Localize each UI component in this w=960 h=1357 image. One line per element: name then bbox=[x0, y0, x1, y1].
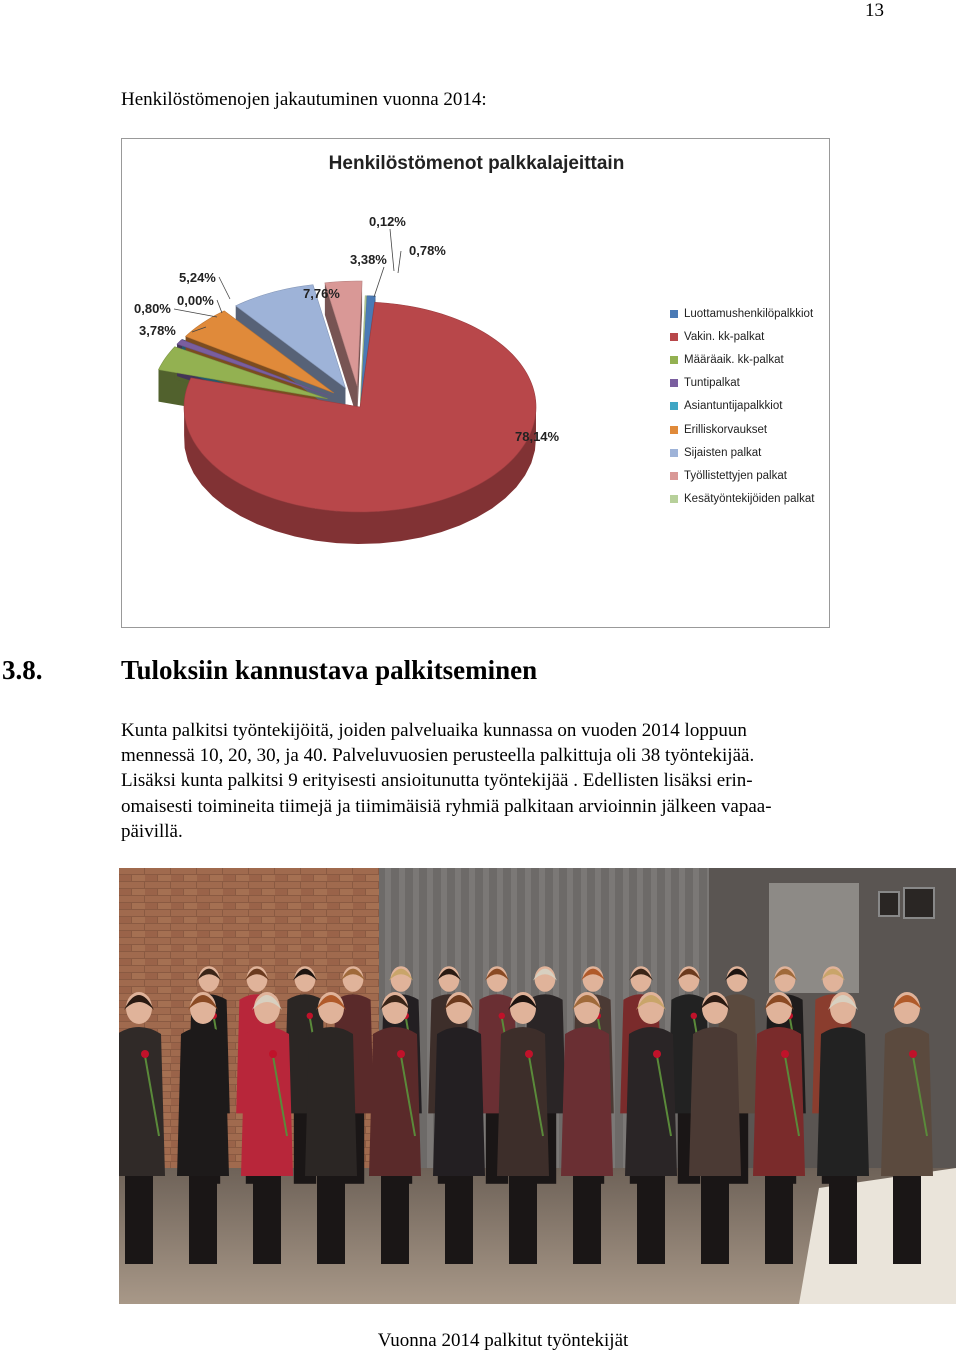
legend-item bbox=[670, 418, 814, 441]
slice-label: 3,38% bbox=[350, 252, 387, 267]
legend-swatch bbox=[670, 472, 678, 480]
legend-item bbox=[670, 488, 814, 511]
pie-chart bbox=[121, 138, 830, 628]
legend-label: Asiantuntijapalkkiot bbox=[684, 400, 783, 413]
legend-label: Sijaisten palkat bbox=[684, 446, 762, 459]
slice-label: 7,76% bbox=[303, 286, 340, 301]
slice-label: 0,80% bbox=[134, 301, 171, 316]
legend-label: Tuntipalkat bbox=[684, 377, 740, 390]
section-title: Tuloksiin kannustava palkitseminen bbox=[121, 655, 538, 685]
slice-label: 0,12% bbox=[369, 214, 406, 229]
legend-swatch bbox=[670, 449, 678, 457]
slice-label: 0,78% bbox=[409, 243, 446, 258]
legend-swatch bbox=[670, 495, 678, 503]
chart-legend bbox=[670, 302, 814, 511]
legend-swatch bbox=[670, 402, 678, 410]
legend-label: Luottamushenkilöpalkkiot bbox=[684, 307, 814, 320]
leader-line bbox=[398, 251, 401, 273]
group-photo-icon bbox=[119, 868, 956, 1304]
legend-item bbox=[670, 441, 814, 464]
legend-swatch bbox=[670, 310, 678, 318]
legend-label: Kesätyöntekijöiden palkat bbox=[684, 493, 815, 506]
body-line: mennessä 10, 20, 30, ja 40. Palveluvuosien perusteella palkittuja oli 38 työntekijää. bbox=[121, 745, 755, 767]
legend-item bbox=[670, 372, 814, 395]
legend-item bbox=[670, 395, 814, 418]
legend-swatch bbox=[670, 356, 678, 364]
legend-swatch bbox=[670, 379, 678, 387]
section-number: 3.8. bbox=[2, 655, 43, 685]
slice-label: 0,00% bbox=[177, 293, 214, 308]
slice-label: 78,14% bbox=[515, 429, 560, 444]
legend-item bbox=[670, 464, 814, 487]
legend-label: Vakin. kk-palkat bbox=[684, 330, 765, 343]
legend-item bbox=[670, 325, 814, 348]
leader-line bbox=[374, 267, 384, 297]
legend-label: Työllistettyjen palkat bbox=[684, 469, 787, 482]
legend-item bbox=[670, 348, 814, 371]
legend-swatch bbox=[670, 333, 678, 341]
body-line: Kunta palkitsi työntekijöitä, joiden palveluaika kunnassa on vuoden 2014 loppuun bbox=[121, 720, 747, 741]
legend-swatch bbox=[670, 426, 678, 434]
legend-item bbox=[670, 302, 814, 325]
photo-caption: Vuonna 2014 palkitut työntekijät bbox=[377, 1330, 629, 1351]
leader-line bbox=[390, 229, 394, 271]
page-number: 13 bbox=[865, 0, 884, 21]
intro-text: Henkilöstömenojen jakautuminen vuonna 2014: bbox=[121, 89, 487, 110]
body-line: Lisäksi kunta palkitsi 9 erityisesti ansioitunutta työntekijää . Edellisten lisäksi erin- bbox=[121, 770, 753, 792]
chart-title: Henkilöstömenot palkkalajeittain bbox=[328, 153, 625, 174]
body-line: päivillä. bbox=[121, 820, 183, 842]
body-line: omaisesti toimineita tiimejä ja tiimimäisiä ryhmiä palkitaan arvioinnin jälkeen vapaa- bbox=[121, 795, 772, 817]
slice-label: 5,24% bbox=[179, 270, 216, 285]
section-body bbox=[121, 718, 881, 844]
slice-label: 3,78% bbox=[139, 323, 176, 338]
group-photo bbox=[119, 868, 956, 1304]
legend-label: Erilliskorvaukset bbox=[684, 423, 768, 436]
leader-line bbox=[219, 277, 230, 299]
leader-line bbox=[174, 309, 217, 317]
legend-label: Määräaik. kk-palkat bbox=[684, 353, 784, 366]
leader-line bbox=[217, 300, 222, 313]
